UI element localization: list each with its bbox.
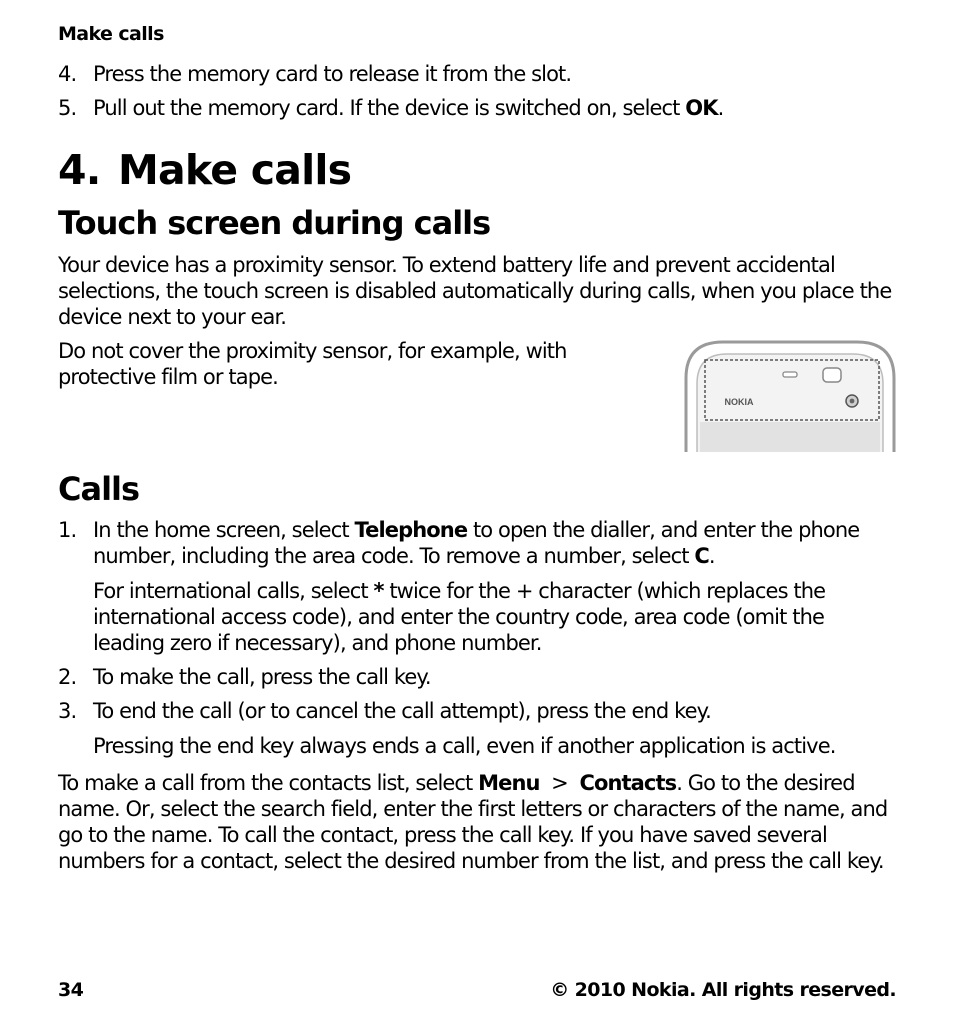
step-text: To make the call, press the call key. — [93, 665, 431, 689]
step-number: 1. — [58, 518, 77, 542]
phone-proximity-sensor-illustration — [683, 338, 897, 454]
section-heading-touch-screen: Touch screen during calls — [58, 204, 491, 242]
section-heading-calls: Calls — [58, 470, 140, 508]
contacts-label: Contacts — [579, 771, 677, 795]
ok-label: OK — [685, 96, 718, 120]
c-key-label: C — [694, 544, 709, 568]
step-subtext-international: For international calls, select * twice for the + character (which replaces the international access code), and enter the country code, area code (omit the leading zero if necessary), and phone number. — [93, 579, 826, 655]
page-number: 34 — [58, 979, 84, 1001]
step-number: 2. — [58, 665, 77, 689]
step-text: In the home screen, select Telephone to open the dialler, and enter the phone number, including the area code. To remove a number, select C. — [93, 518, 860, 568]
paragraph-contacts-call: To make a call from the contacts list, select Menu > Contacts. Go to the desired name. Or, select the search field, enter the first letters or characters of the name, and go to the name. To call the contact, press the call key. If you have saved several numbers for a contact, select the desired number from the list, and press the call key. — [58, 771, 888, 873]
telephone-label: Telephone — [354, 518, 468, 542]
step-text: Pull out the memory card. If the device is switched on, select OK. — [93, 96, 724, 120]
brand-text: NOKIA — [724, 397, 754, 407]
step-number: 3. — [58, 699, 77, 723]
paragraph-do-not-cover: Do not cover the proximity sensor, for example, with protective film or tape. — [58, 339, 567, 389]
copyright-notice: © 2010 Nokia. All rights reserved. — [550, 979, 896, 1001]
running-header: Make calls — [58, 23, 164, 45]
step-subtext-end-key: Pressing the end key always ends a call, even if another application is active. — [93, 734, 836, 758]
step-number: 5. — [58, 96, 77, 120]
step-text: Press the memory card to release it from the slot. — [93, 62, 572, 86]
paragraph-proximity-sensor: Your device has a proximity sensor. To extend battery life and prevent accidental selections, the touch screen is disabled automatically during calls, when you place the device next to your ear. — [58, 253, 892, 329]
chapter-title: 4. Make calls — [58, 146, 352, 194]
step-number: 4. — [58, 62, 77, 86]
menu-label: Menu — [478, 771, 540, 795]
step-text: To end the call (or to cancel the call attempt), press the end key. — [93, 699, 711, 723]
